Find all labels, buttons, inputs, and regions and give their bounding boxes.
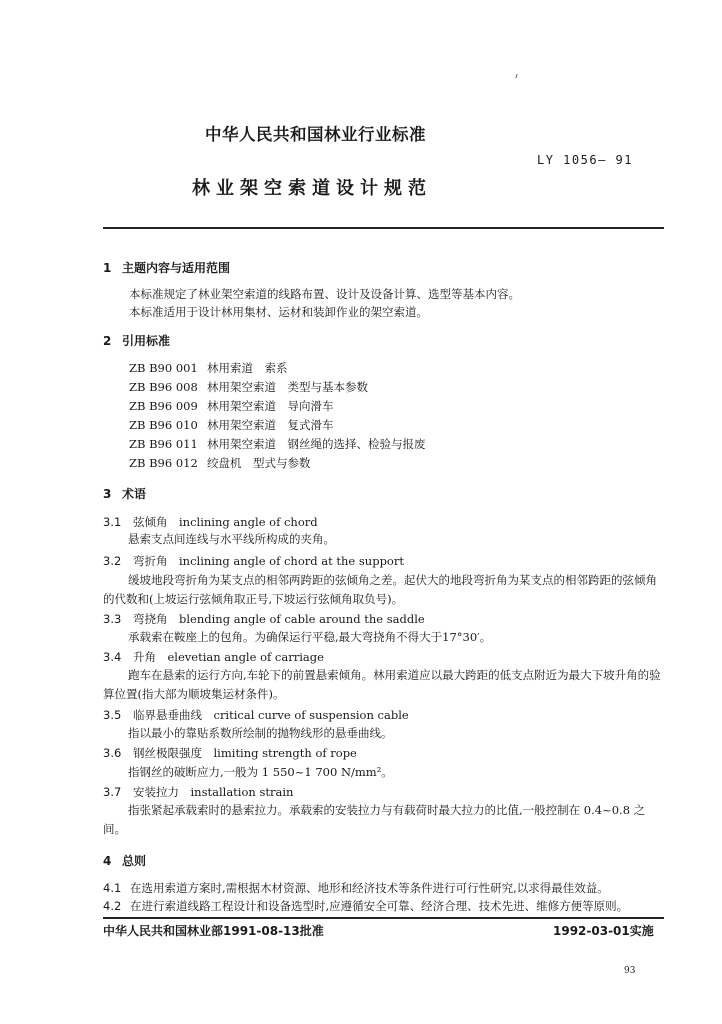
term-heading: 3.3 弯挠角 blending angle of cable around the saddle	[103, 612, 425, 626]
standard-code: LY 1056— 91	[537, 153, 633, 167]
term-heading: 3.6 钢丝极限强度 limiting strength of rope	[103, 746, 357, 760]
section-4-heading: 4 总则	[103, 854, 147, 868]
term-heading: 3.7 安装拉力 installation strain	[103, 785, 294, 799]
term-definition: 悬索支点间连线与水平线所构成的夹角。	[128, 532, 335, 546]
section-3-heading: 3 术语	[103, 487, 147, 501]
term-definition: 指张紧起承载索时的悬索拉力。承载索的安装拉力与有载荷时最大拉力的比值,一般控制在 0.4~0.8 之间。	[103, 803, 646, 836]
section-1-para: 本标准适用于设计林用集材、运材和装卸作业的架空索道。	[129, 305, 428, 319]
clause: 4.2 在进行索道线路工程设计和设备选型时,应遵循安全可靠、经济合理、技术先进、维修方便等原则。	[103, 899, 629, 913]
page-number: 93	[624, 966, 636, 976]
term-definition: 跑车在悬索的运行方向,车轮下的前置悬索倾角。林用索道应以最大跨距的低支点附近为最大下坡升角的验算位置(指大部为顺坡集运材条件)。	[103, 668, 661, 701]
clause: 4.1 在选用索道方案时,需根据木材资源、地形和经济技术等条件进行可行性研究,以求得最佳效益。	[103, 881, 609, 895]
scan-speck	[515, 74, 517, 78]
implementation-date: 1992-03-01实施	[553, 924, 654, 938]
reference-standard: ZB B96 011 林用架空索道 钢丝绳的选择、检验与报废	[129, 437, 426, 451]
term-definition: 承载索在鞍座上的包角。为确保运行平稳,最大弯挠角不得大于17°30′。	[128, 630, 492, 644]
term-heading: 3.5 临界悬垂曲线 critical curve of suspension cable	[103, 708, 409, 722]
section-2-heading: 2 引用标准	[103, 334, 171, 348]
bottom-rule	[103, 917, 664, 919]
reference-standard: ZB B96 008 林用架空索道 类型与基本参数	[129, 380, 368, 394]
top-rule	[103, 227, 664, 229]
section-1-para: 本标准规定了林业架空索道的线路布置、设计及设备计算、选型等基本内容。	[129, 287, 520, 301]
term-definition: 指钢丝的破断应力,一般为 1 550~1 700 N/mm²。	[128, 765, 393, 779]
section-1-heading: 1 主题内容与适用范围	[103, 261, 231, 275]
document-title: 林业架空索道设计规范	[192, 178, 432, 199]
reference-standard: ZB B96 010 林用架空索道 复式滑车	[129, 418, 334, 432]
term-heading: 3.2 弯折角 inclining angle of chord at the support	[103, 554, 404, 568]
term-heading: 3.1 弦倾角 inclining angle of chord	[103, 515, 318, 529]
reference-standard: ZB B96 009 林用架空索道 导向滑车	[129, 399, 334, 413]
term-definition: 缓坡地段弯折角为某支点的相邻两跨距的弦倾角之差。起伏大的地段弯折角为某支点的相邻跨距的弦倾角的代数和(上坡运行弦倾角取正号,下坡运行弦倾角取负号)。	[103, 573, 657, 606]
term-definition: 指以最小的靠贴系数所绘制的抛物线形的悬垂曲线。	[128, 726, 393, 740]
ministry-standard-heading: 中华人民共和国林业行业标准	[205, 125, 426, 144]
reference-standard: ZB B96 012 绞盘机 型式与参数	[129, 456, 311, 470]
approval-line: 中华人民共和国林业部1991-08-13批准	[103, 924, 324, 938]
term-heading: 3.4 升角 elevetian angle of carriage	[103, 650, 324, 664]
reference-standard: ZB B90 001 林用索道 索系	[129, 361, 288, 375]
